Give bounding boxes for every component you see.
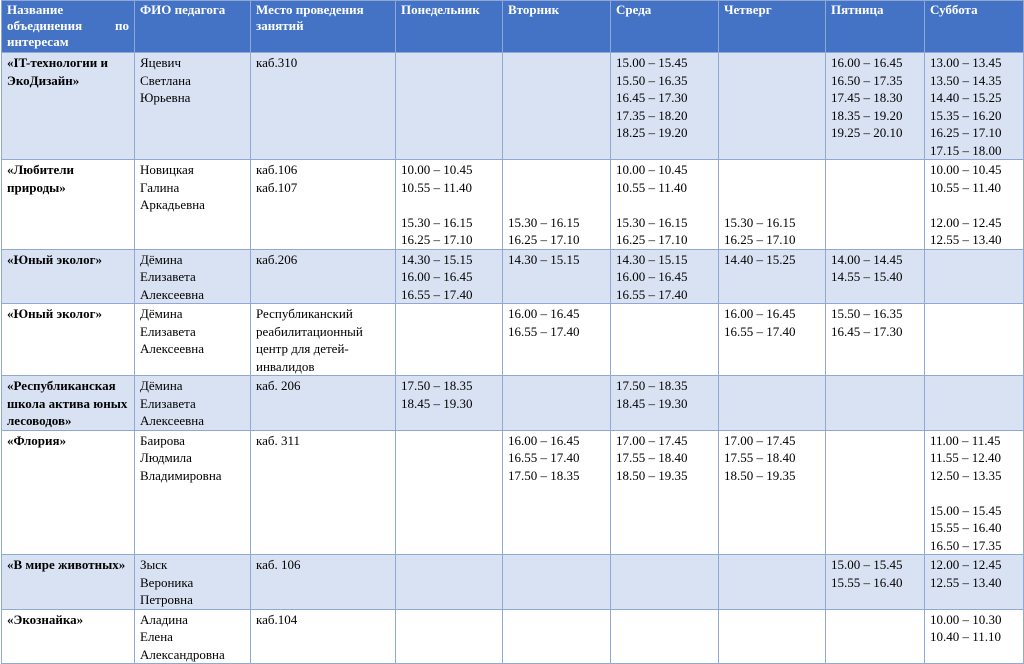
schedule-cell-thursday [719,249,826,304]
spacer [724,196,820,214]
schedule-cell-friday [826,376,925,431]
time-slot: 16.25 – 17.10 [724,232,796,247]
teacher-name-line: Галина [140,179,180,195]
schedule-cell-wednesday [611,304,719,376]
teacher-name-line: Алексеевна [140,286,204,302]
teacher-name-line: Петровна [140,592,193,607]
time-slot: 15.35 – 16.20 [930,107,1002,123]
header-teacher: ФИО педагога [135,1,251,53]
time-slot: 16.25 – 17.10 [401,232,473,247]
schedule-cell-thursday [719,555,826,610]
place [251,430,396,555]
place-line: центр для детей- [256,341,349,356]
schedule-cell-monday [396,430,503,555]
schedule-cell-thursday [719,376,826,431]
place-line: инвалидов [256,358,315,374]
teacher-name-line: Аладина [140,611,188,627]
schedule-cell-saturday [925,430,1024,555]
time-slot: 10.55 – 11.40 [616,179,688,195]
time-slot: 18.50 – 19.35 [724,467,796,483]
schedule-cell-saturday [925,376,1024,431]
time-slot: 16.45 – 17.30 [831,323,903,339]
schedule-cell-thursday [719,53,826,160]
schedule-cell-tuesday [503,430,611,555]
schedule-cell-saturday [925,555,1024,610]
teacher-name-line: Вероника [140,574,194,590]
club-name: «Юный эколог» [2,304,135,376]
time-slot: 16.55 – 17.40 [401,286,473,302]
time-slot: 16.00 – 16.45 [724,306,796,321]
teacher-name-line: Дёмина [140,306,183,321]
schedule-cell-friday [826,430,925,555]
time-slot: 17.00 – 17.45 [616,432,688,448]
time-slot: 17.50 – 18.35 [616,378,688,393]
spacer [930,484,1018,502]
time-slot: 15.30 – 16.15 [401,214,473,230]
time-slot: 15.55 – 16.40 [831,574,903,590]
club-name: «Флория» [2,430,135,555]
time-slot: 19.25 – 20.10 [831,125,903,140]
header-saturday: Суббота [925,1,1024,53]
spacer [508,161,605,179]
place [251,609,396,664]
time-slot: 17.15 – 18.00 [930,142,1002,158]
time-slot: 11.55 – 12.40 [930,450,1002,465]
time-slot: 15.00 – 15.45 [831,557,903,572]
teacher-name-line: Елена [140,629,173,644]
schedule-cell-tuesday [503,160,611,250]
schedule-cell-wednesday [611,430,719,555]
time-slot: 17.00 – 17.45 [724,432,796,448]
time-slot: 16.25 – 17.10 [616,232,688,247]
time-slot: 17.35 – 18.20 [616,107,688,123]
schedule-cell-monday [396,555,503,610]
place [251,53,396,160]
schedule-cell-wednesday [611,249,719,304]
time-slot: 12.00 – 12.45 [930,557,1002,572]
schedule-cell-friday [826,609,925,664]
club-name: «Юный эколог» [2,249,135,304]
time-slot: 15.00 – 15.45 [616,55,688,70]
club-name: «Республиканская школа актива юных лесоводов» [2,376,135,431]
table-row [2,609,1024,664]
table-row [2,249,1024,304]
schedule-cell-friday [826,53,925,160]
time-slot: 16.25 – 17.10 [930,125,1002,140]
time-slot: 16.00 – 16.45 [508,432,580,448]
table-row [2,304,1024,376]
teacher-name [135,555,251,610]
table-row [2,555,1024,610]
place-line: каб.310 [256,55,298,70]
time-slot: 16.55 – 17.40 [616,286,688,302]
time-slot: 16.50 – 17.35 [831,72,903,88]
spacer [508,179,605,197]
teacher-name-line: Зыск [140,557,168,572]
time-slot: 14.40 – 15.25 [724,251,796,267]
time-slot: 18.35 – 19.20 [831,107,903,123]
time-slot: 17.55 – 18.40 [616,450,688,465]
time-slot: 18.45 – 19.30 [401,395,473,411]
schedule-cell-tuesday [503,376,611,431]
place [251,304,396,376]
schedule-cell-saturday [925,160,1024,250]
schedule-cell-tuesday [503,555,611,610]
teacher-name-line: Новицкая [140,162,194,177]
teacher-name-line: Елизавета [140,323,196,339]
time-slot: 10.00 – 10.45 [616,162,688,177]
schedule-cell-thursday [719,304,826,376]
teacher-name [135,304,251,376]
time-slot: 14.00 – 14.45 [831,251,903,267]
time-slot: 15.30 – 16.15 [616,214,688,230]
time-slot: 10.55 – 11.40 [930,179,1002,195]
time-slot: 15.30 – 16.15 [724,214,796,230]
header-club-name: Название объединения по интересам [2,1,135,53]
time-slot: 12.50 – 13.35 [930,467,1002,483]
place [251,249,396,304]
club-name: «IT-технологии и ЭкоДизайн» [2,53,135,160]
table-row [2,376,1024,431]
place-line: реабилитационный [256,323,363,339]
schedule-cell-wednesday [611,53,719,160]
schedule-cell-friday [826,249,925,304]
place-line: каб.107 [256,179,298,195]
schedule-cell-friday [826,555,925,610]
place [251,376,396,431]
time-slot: 17.45 – 18.30 [831,90,903,105]
time-slot: 15.50 – 16.35 [831,306,903,321]
teacher-name [135,609,251,664]
time-slot: 16.45 – 17.30 [616,90,688,105]
header-tuesday: Вторник [503,1,611,53]
time-slot: 18.25 – 19.20 [616,125,688,140]
teacher-name [135,430,251,555]
schedule-cell-thursday [719,160,826,250]
teacher-name [135,249,251,304]
time-slot: 12.55 – 13.40 [930,574,1002,590]
teacher-name-line: Аркадьевна [140,197,205,212]
header-friday: Пятница [826,1,925,53]
teacher-name [135,376,251,431]
time-slot: 14.55 – 15.40 [831,269,903,284]
schedule-body [2,53,1024,664]
spacer [401,196,497,214]
time-slot: 16.00 – 16.45 [508,306,580,321]
schedule-cell-friday [826,304,925,376]
time-slot: 10.00 – 10.45 [401,162,473,177]
schedule-cell-tuesday [503,609,611,664]
schedule-cell-wednesday [611,160,719,250]
time-slot: 16.55 – 17.40 [508,323,580,339]
teacher-name [135,53,251,160]
schedule-cell-monday [396,249,503,304]
club-name: «Любители природы» [2,160,135,250]
time-slot: 18.45 – 19.30 [616,395,688,411]
place-line: каб.104 [256,611,298,627]
time-slot: 15.00 – 15.45 [930,502,1002,518]
time-slot: 16.55 – 17.40 [508,450,580,465]
schedule-cell-monday [396,304,503,376]
club-name: «Экознайка» [2,609,135,664]
time-slot: 10.00 – 10.45 [930,162,1002,177]
time-slot: 16.00 – 16.45 [401,269,473,284]
teacher-name [135,160,251,250]
schedule-cell-wednesday [611,609,719,664]
header-place: Место проведения занятий [251,1,396,53]
time-slot: 13.00 – 13.45 [930,55,1002,70]
schedule-cell-monday [396,609,503,664]
header-thursday: Четверг [719,1,826,53]
schedule-cell-saturday [925,53,1024,160]
place-line: каб. 311 [256,432,301,448]
place-line: Республиканский [256,306,353,321]
schedule-cell-monday [396,53,503,160]
place-line: каб.206 [256,251,298,267]
time-slot: 14.30 – 15.15 [616,251,688,267]
schedule-cell-saturday [925,304,1024,376]
time-slot: 10.40 – 11.10 [930,629,1002,644]
time-slot: 16.00 – 16.45 [831,55,903,70]
schedule-cell-thursday [719,430,826,555]
spacer [508,196,605,214]
schedule-cell-tuesday [503,53,611,160]
teacher-name-line: Алексеевна [140,413,204,428]
teacher-name-line: Елизавета [140,395,196,411]
spacer [724,161,820,179]
schedule-table [1,0,1024,664]
header-wednesday: Среда [611,1,719,53]
time-slot: 17.55 – 18.40 [724,450,796,465]
schedule-cell-saturday [925,249,1024,304]
time-slot: 14.30 – 15.15 [401,251,473,267]
schedule-cell-monday [396,376,503,431]
time-slot: 12.55 – 13.40 [930,232,1002,247]
table-row [2,160,1024,250]
schedule-cell-tuesday [503,304,611,376]
teacher-name-line: Баирова [140,432,185,448]
header-row [2,1,1024,53]
schedule-cell-monday [396,160,503,250]
table-row [2,53,1024,160]
spacer [724,179,820,197]
time-slot: 13.50 – 14.35 [930,72,1002,88]
schedule-cell-wednesday [611,376,719,431]
schedule-cell-wednesday [611,555,719,610]
time-slot: 18.50 – 19.35 [616,467,688,483]
teacher-name-line: Юрьевна [140,90,191,105]
teacher-name-line: Алексеевна [140,341,204,356]
teacher-name-line: Людмила [140,450,192,465]
teacher-name-line: Елизавета [140,269,196,284]
time-slot: 10.55 – 11.40 [401,179,473,195]
spacer [930,196,1018,214]
table-row [2,430,1024,555]
schedule-cell-tuesday [503,249,611,304]
teacher-name-line: Владимировна [140,467,222,483]
time-slot: 15.50 – 16.35 [616,72,688,88]
spacer [616,196,713,214]
time-slot: 16.25 – 17.10 [508,232,580,247]
teacher-name-line: Яцевич [140,55,182,70]
time-slot: 17.50 – 18.35 [401,378,473,393]
place-line: каб.106 [256,162,298,177]
schedule-cell-thursday [719,609,826,664]
time-slot: 12.00 – 12.45 [930,214,1002,230]
teacher-name-line: Александровна [140,646,225,662]
place [251,555,396,610]
teacher-name-line: Дёмина [140,378,183,393]
time-slot: 11.00 – 11.45 [930,432,1001,448]
time-slot: 14.30 – 15.15 [508,251,580,267]
time-slot: 16.50 – 17.35 [930,537,1002,553]
place [251,160,396,250]
club-name: «В мире животных» [2,555,135,610]
schedule-cell-friday [826,160,925,250]
time-slot: 14.40 – 15.25 [930,90,1002,105]
time-slot: 17.50 – 18.35 [508,467,580,483]
time-slot: 15.30 – 16.15 [508,214,580,230]
teacher-name-line: Светлана [140,72,191,88]
teacher-name-line: Дёмина [140,251,183,267]
place-line: каб. 206 [256,378,301,393]
schedule-cell-saturday [925,609,1024,664]
time-slot: 16.00 – 16.45 [616,269,688,284]
header-monday: Понедельник [396,1,503,53]
time-slot: 15.55 – 16.40 [930,520,1002,535]
time-slot: 10.00 – 10.30 [930,611,1002,627]
place-line: каб. 106 [256,557,301,572]
time-slot: 16.55 – 17.40 [724,323,796,339]
